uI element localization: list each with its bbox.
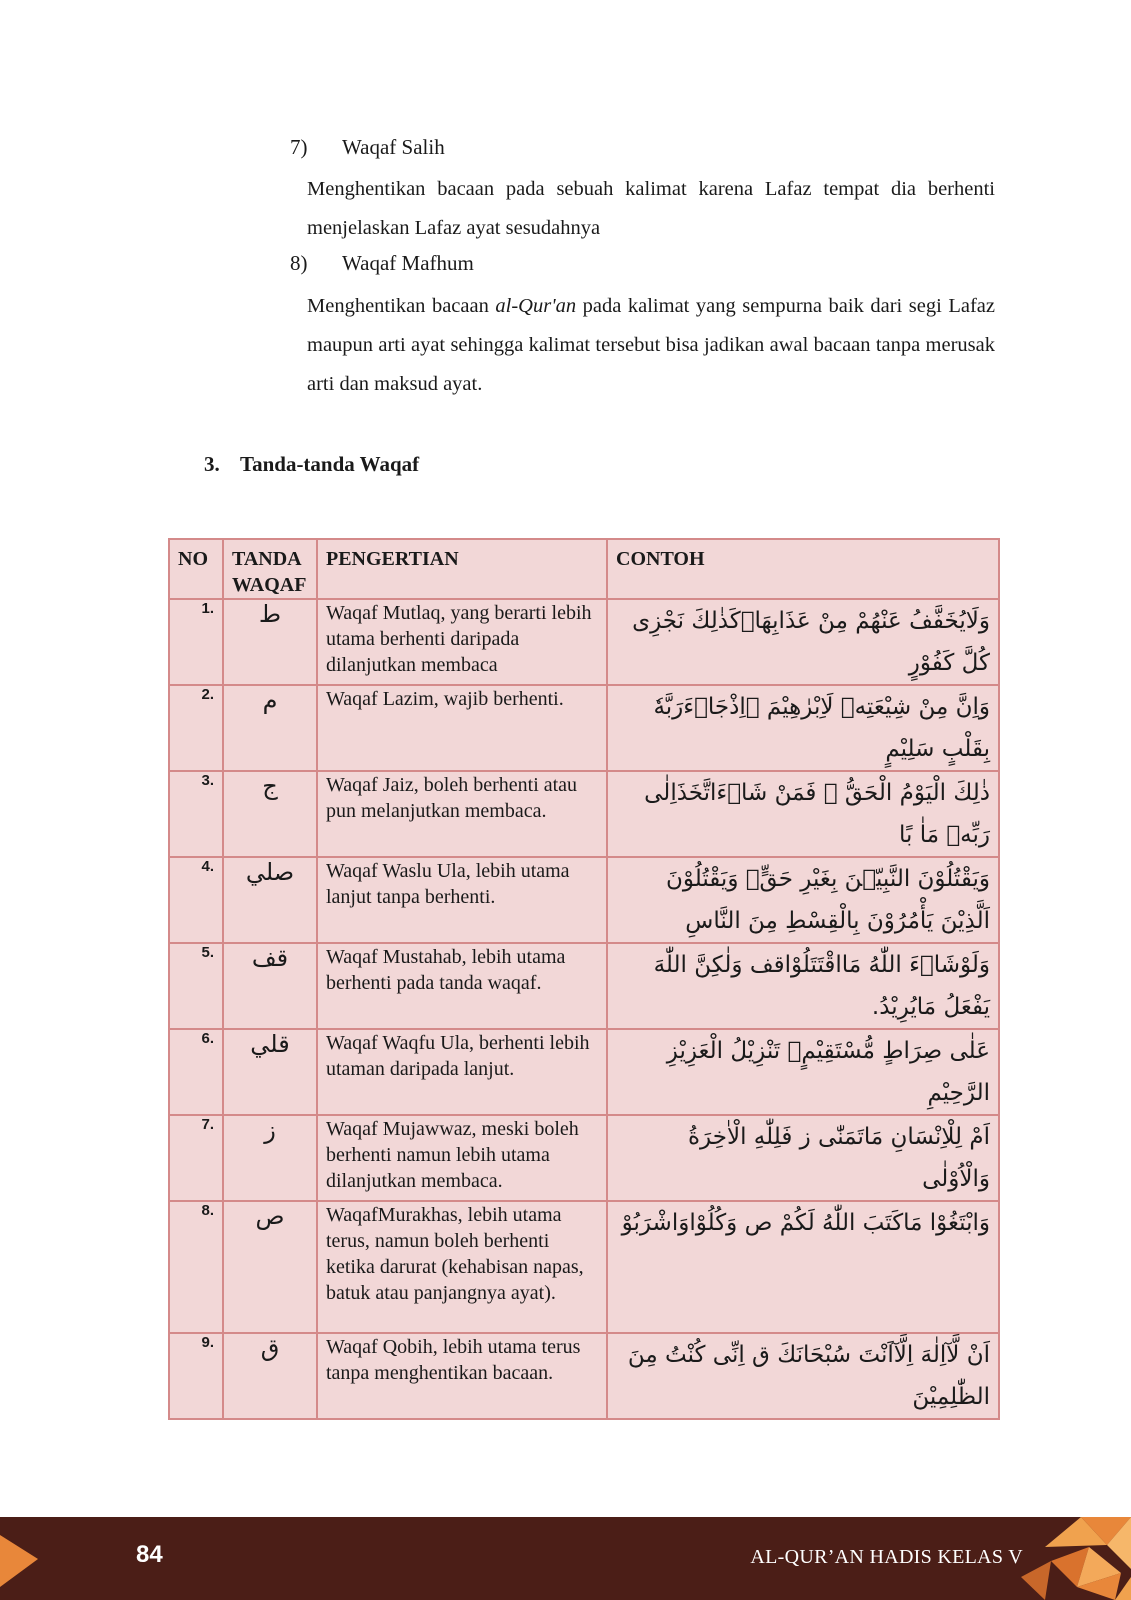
waqaf-definition: Waqaf Mustahab, lebih utama berhenti pada tanda waqaf. xyxy=(317,943,607,1029)
arabic-example: وَيَقْتُلُوْنَ النَّبِيّٖنَ بِغَيْرِ حَقٍّۖ وَيَقْتُلُوْنَ اَلَّذِيْنَ يَأْمُرُوْنَ بِالْقِسْطِ مِنَ النَّاسِ xyxy=(607,857,999,943)
footer-geometric-decoration xyxy=(1011,1517,1131,1600)
header-tanda: TANDA WAQAF xyxy=(223,539,317,599)
item-8-text xyxy=(307,287,995,404)
arabic-example: اَنْ لَّآاِلٰهَ اِلَّآاَنْتَ سُبْحَانَكَ ق اِنِّى كُنْتُ مِنَ الظّٰلِمِيْنَ xyxy=(607,1333,999,1419)
table-row xyxy=(169,685,999,771)
header-pengertian: PENGERTIAN xyxy=(317,539,607,599)
item-7-heading xyxy=(290,135,445,160)
waqaf-definition: Waqaf Lazim, wajib berhenti. xyxy=(317,685,607,771)
waqaf-definition: Waqaf Waslu Ula, lebih utama lanjut tanpa berhenti. xyxy=(317,857,607,943)
waqaf-sign: ج xyxy=(223,771,317,857)
arabic-example: وَلَوْشَاۤءَ اللّٰهُ مَااقْتَتَلُوْاقف وَلٰكِنَّ اللّٰهَ يَفْعَلُ مَايُرِيْدُ. xyxy=(607,943,999,1029)
waqaf-sign: ط xyxy=(223,599,317,685)
arabic-example: وَاِنَّ مِنْ شِيْعَتِهٖ لَاِبْرٰهِيْمَ ۘاِذْجَاۤءَرَبَّهٗ بِقَلْبٍ سَلِيْمٍ xyxy=(607,685,999,771)
waqaf-sign: قلي xyxy=(223,1029,317,1115)
table-row xyxy=(169,599,999,685)
waqaf-definition: Waqaf Mujawwaz, meski boleh berhenti namun lebih utama dilanjutkan membaca. xyxy=(317,1115,607,1201)
table-row xyxy=(169,943,999,1029)
table-header-row xyxy=(169,539,999,599)
table-body xyxy=(169,599,999,1419)
item-8-text-italic: al-Qur'an xyxy=(495,295,577,317)
arabic-example: وَلَايُخَفَّفُ عَنْهُمْ مِنْ عَذَابِهَاۗكَذٰلِكَ نَجْزِى كُلَّ كَفُوْرٍ xyxy=(607,599,999,685)
row-number: 5. xyxy=(169,943,223,1029)
item-8-heading xyxy=(290,251,474,276)
table-row xyxy=(169,1333,999,1419)
footer-left-triangle xyxy=(0,1517,60,1600)
item-8-title: Waqaf Mafhum xyxy=(342,251,474,275)
waqaf-definition: Waqaf Qobih, lebih utama terus tanpa menghentikan bacaan. xyxy=(317,1333,607,1419)
section-heading xyxy=(204,452,419,477)
waqaf-sign: صلي xyxy=(223,857,317,943)
row-number: 7. xyxy=(169,1115,223,1201)
section-title: Tanda-tanda Waqaf xyxy=(240,452,420,476)
table-row xyxy=(169,1029,999,1115)
section-number: 3. xyxy=(204,452,220,476)
row-number: 4. xyxy=(169,857,223,943)
item-7-text: Menghentikan bacaan pada sebuah kalimat karena Lafaz tempat dia berhenti menjelaskan Lafaz ayat sesudahnya xyxy=(307,178,995,239)
waqaf-definition: Waqaf Waqfu Ula, berhenti lebih utaman daripada lanjut. xyxy=(317,1029,607,1115)
item-8-text-before: Menghentikan bacaan xyxy=(307,295,496,317)
row-number: 6. xyxy=(169,1029,223,1115)
arabic-example: وَابْتَغُوْا مَاكَتَبَ اللّٰهُ لَكُمْ ص وَكُلُوْاوَاشْرَبُوْ xyxy=(607,1201,999,1333)
waqaf-sign: ص xyxy=(223,1201,317,1333)
item-7-title: Waqaf Salih xyxy=(342,135,445,159)
header-contoh: CONTOH xyxy=(607,539,999,599)
row-number: 1. xyxy=(169,599,223,685)
waqaf-signs-table xyxy=(168,538,1000,1420)
row-number: 8. xyxy=(169,1201,223,1333)
book-title: AL-QUR’AN HADIS KELAS V xyxy=(750,1546,1023,1568)
page-number: 84 xyxy=(136,1541,163,1568)
table-row xyxy=(169,857,999,943)
item-8-number: 8) xyxy=(290,251,308,275)
page-footer xyxy=(0,1517,1131,1600)
item-7-number: 7) xyxy=(290,135,308,159)
row-number: 2. xyxy=(169,685,223,771)
row-number: 9. xyxy=(169,1333,223,1419)
waqaf-sign: م xyxy=(223,685,317,771)
row-number: 3. xyxy=(169,771,223,857)
header-no: NO xyxy=(169,539,223,599)
arabic-example: اَمْ لِلْاِنْسَانِ مَاتَمَنّٰى ز فَلِلّٰهِ الْاٰخِرَةُ وَالْاُوْلٰى xyxy=(607,1115,999,1201)
item-8-text-after: pada kalimat yang sempurna baik dari segi Lafaz maupun arti ayat sehingga kalimat tersebut bisa jadikan awal bacaan tanpa merusak arti dan maksud ayat. xyxy=(307,295,996,395)
waqaf-definition: Waqaf Jaiz, boleh berhenti atau pun melanjutkan membaca. xyxy=(317,771,607,857)
table-row xyxy=(169,1115,999,1201)
table-row xyxy=(169,1201,999,1333)
waqaf-sign: ز xyxy=(223,1115,317,1201)
waqaf-definition: Waqaf Mutlaq, yang berarti lebih utama berhenti daripada dilanjutkan membaca xyxy=(317,599,607,685)
arabic-example: عَلٰى صِرَاطٍ مُّسْتَقِيْمٍۗ تَنْزِيْلُ الْعَزِيْزِ الرَّحِيْمِ xyxy=(607,1029,999,1115)
waqaf-definition: WaqafMurakhas, lebih utama terus, namun boleh berhenti ketika darurat (kehabisan napas, batuk atau panjangnya ayat). xyxy=(317,1201,607,1333)
waqaf-sign: قف xyxy=(223,943,317,1029)
arabic-example: ذٰلِكَ الْيَوْمُ الْحَقُّ ۚ فَمَنْ شَاۤءَاتَّخَذَاِلٰى رَبِّهٖ مَاٰ بًا xyxy=(607,771,999,857)
table-row xyxy=(169,771,999,857)
waqaf-sign: ق xyxy=(223,1333,317,1419)
